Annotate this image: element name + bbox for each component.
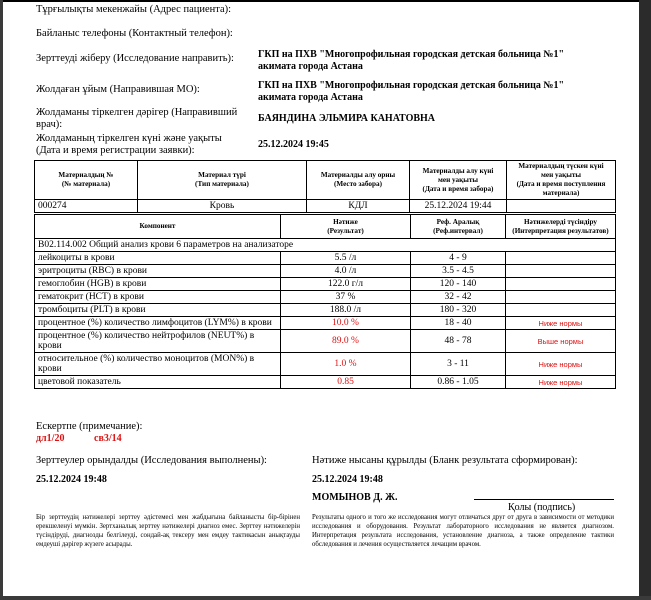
collection-place-header: Материалды алу орны (Место забора) [307,161,410,200]
signer-name: МОМЫНОВ Д. Ж. [312,492,398,503]
result-row [35,353,616,376]
received-date-cell [507,200,616,213]
result-reference-cell: 32 - 42 [411,291,506,304]
collection-date-cell: 25.12.2024 19:44 [410,200,507,213]
result-component-cell: процентное (%) количество нейтрофилов (NEUT%) в крови [35,330,281,353]
result-row [35,291,616,304]
result-value-cell: 0.85 [281,376,411,389]
referring-mo-value-line1: ГКП на ПХВ "Многопрофильная городская детская больница №1" [258,80,565,91]
result-row [35,278,616,291]
material-type-header: Материал түрі (Тип материала) [138,161,307,200]
sent-to-value-line2: акимата города Астана [258,61,363,72]
result-row [35,317,616,330]
disclaimer-ru: Результаты одного и того же исследования могут отличаться друг от друга в зависимости от методики исследования и оборудования. Результат лабораторного исследования не является диагнозом. Интерпретация результата исследования, установление диагноза, а также определение тактики обследования и лечения осуществляется лечащим врачом. [312,514,614,548]
results-body [35,252,616,389]
result-component-cell: гемоглобин (HGB) в крови [35,278,281,291]
material-number-cell: 000274 [35,200,138,213]
remark-value-2: св3/14 [94,433,122,444]
sent-to-label: Зерттеуді жіберу (Исследование направить): [36,53,234,64]
result-reference-cell: 120 - 140 [411,278,506,291]
frame-bottom-border [0,596,651,600]
result-component-cell: относительное (%) количество моноцитов (MON%) в крови [35,353,281,376]
patient-address-label: Тұрғылықты мекенжайы (Адрес пациента): [36,4,232,15]
result-interpretation-cell: Выше нормы [506,330,616,353]
result-header: Нәтиже (Результат) [281,215,411,239]
result-interpretation-cell: Ниже нормы [506,317,616,330]
material-type-cell: Кровь [138,200,307,213]
result-reference-cell: 4 - 9 [411,252,506,265]
frame-left-border [0,0,3,600]
referring-mo-value-line2: акимата города Астана [258,92,363,103]
performed-value: 25.12.2024 19:48 [36,474,107,485]
result-value-cell: 4.0 /л [281,265,411,278]
result-reference-cell: 3.5 - 4.5 [411,265,506,278]
result-value-cell: 5.5 /л [281,252,411,265]
result-reference-cell: 48 - 78 [411,330,506,353]
component-header: Компонент [35,215,281,239]
result-interpretation-cell: Ниже нормы [506,376,616,389]
test-group-title: B02.114.002 Общий анализ крови 6 параметров на анализаторе [35,239,616,252]
result-value-cell: 1.0 % [281,353,411,376]
result-reference-cell: 0.86 - 1.05 [411,376,506,389]
reg-date-label-line1: Жолдаманың тіркелген күні және уақыты [36,133,222,144]
result-value-cell: 122.0 г/л [281,278,411,291]
result-component-cell: цветовой показатель [35,376,281,389]
reg-date-value: 25.12.2024 19:45 [258,139,329,150]
reg-date-label-line2: (Дата и время регистрации заявки): [36,145,195,156]
result-interpretation-cell [506,252,616,265]
material-table [34,160,616,213]
interpretation-header: Нәтижелерді түсіндіру (Интерпретация результатов) [506,215,616,239]
result-interpretation-cell: Ниже нормы [506,353,616,376]
frame-top-border [0,0,651,2]
doctor-label-line1: Жолдаманы тіркелген дәрігер (Направивший [36,107,238,118]
patient-phone-label: Байланыс телефоны (Контактный телефон): [36,28,233,39]
collection-date-header: Материалды алу күні мен уақыты (Дата и время забора) [410,161,507,200]
doctor-label-line2: врач): [36,119,63,130]
signature-line [474,499,614,500]
result-component-cell: процентное (%) количество лимфоцитов (LYM%) в крови [35,317,281,330]
result-value-cell: 188.0 /л [281,304,411,317]
referring-mo-label: Жолдаған ұйым (Направившая МО): [36,84,200,95]
material-number-header: Материалдың № (№ материала) [35,161,138,200]
reference-header: Реф. Аралық (Реф.интервал) [411,215,506,239]
result-row [35,330,616,353]
result-row [35,376,616,389]
signature-label: Қолы (подпись) [508,502,576,513]
result-row [35,304,616,317]
result-reference-cell: 180 - 320 [411,304,506,317]
doctor-value: БАЯНДИНА ЭЛЬМИРА КАНАТОВНА [258,113,436,124]
result-row [35,252,616,265]
remark-value-1: дл1/20 [36,433,65,444]
results-table [34,214,616,389]
result-value-cell: 10.0 % [281,317,411,330]
result-reference-cell: 18 - 40 [411,317,506,330]
result-interpretation-cell [506,291,616,304]
result-component-cell: гематокрит (HCT) в крови [35,291,281,304]
received-date-header: Материалдың түскен күні мен уақыты (Дата и время поступления материала) [507,161,616,200]
collection-place-cell: КДЛ [307,200,410,213]
result-interpretation-cell [506,265,616,278]
result-interpretation-cell [506,304,616,317]
result-value-cell: 89.0 % [281,330,411,353]
result-value-cell: 37 % [281,291,411,304]
formed-value: 25.12.2024 19:48 [312,474,383,485]
formed-label: Нәтиже нысаны құрылды (Бланк результата сформирован): [312,455,578,466]
disclaimer-kz: Бір зерттеудің нәтижелері зерттеу әдістемесі мен жабдығына байланысты бір-бірінен ерекшеленуі мүмкін. Зертханалық зерттеу нәтижелері диагноз емес. Зерттеу нәтижелерін түсіндіруді, диагнозды белгілеуді, сондай-ақ тексеру мен емдеу тактикасын анықтауды емдеуші дәрігер жүзеге асырады. [36,514,300,548]
result-interpretation-cell [506,278,616,291]
result-component-cell: лейкоциты в крови [35,252,281,265]
result-component-cell: тромбоциты (PLT) в крови [35,304,281,317]
performed-label: Зерттеулер орындалды (Исследования выполнены): [36,455,267,466]
sent-to-value-line1: ГКП на ПХВ "Многопрофильная городская детская больница №1" [258,49,565,60]
result-row [35,265,616,278]
result-reference-cell: 3 - 11 [411,353,506,376]
frame-right-border [639,0,651,600]
result-component-cell: эритроциты (RBC) в крови [35,265,281,278]
remark-label: Ескертпе (примечание): [36,421,143,432]
